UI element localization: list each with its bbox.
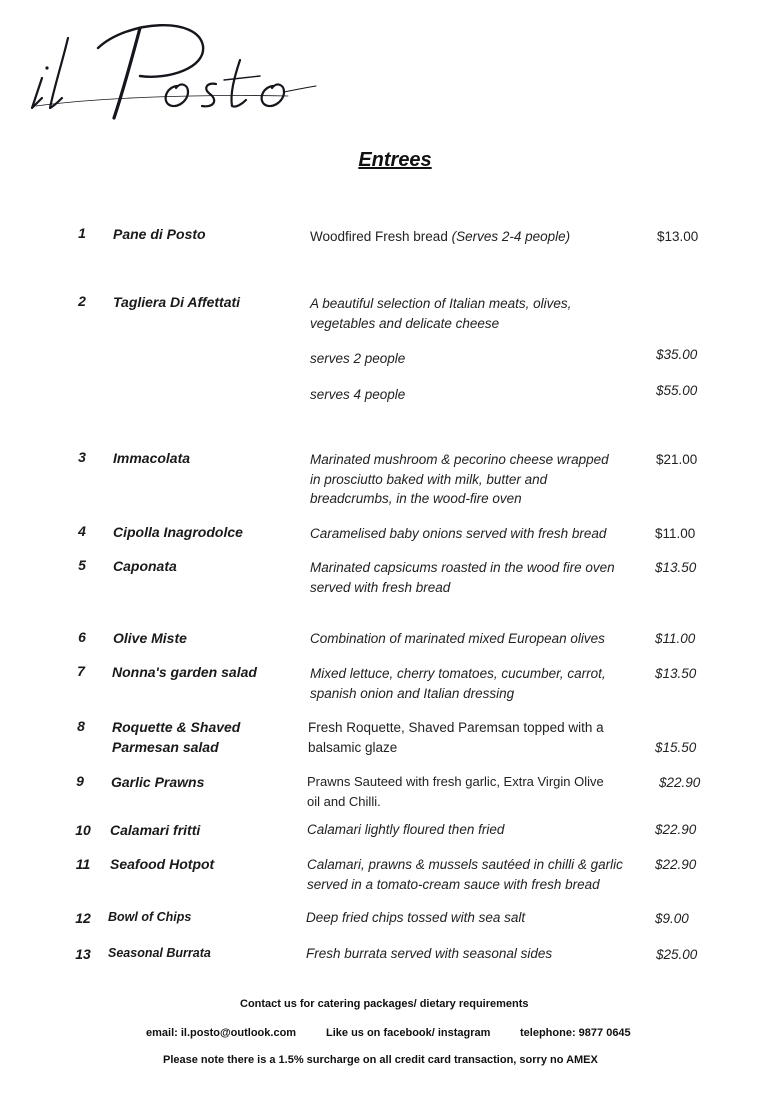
item-number: 10 [75, 822, 91, 838]
item-price: $13.00 [657, 229, 699, 244]
item-description: Mixed lettuce, cherry tomatoes, cucumber, carrot, spanish onion and Italian dressing [310, 666, 606, 701]
logo-script-drawing [28, 18, 318, 133]
item-number: 3 [78, 449, 86, 465]
item-description-note: (Serves 2-4 people) [451, 229, 571, 244]
item-name: Calamari fritti [110, 822, 201, 838]
item-name: Roquette & Shaved Parmesan salad [112, 719, 241, 755]
item-number: 12 [75, 910, 91, 926]
surcharge-note: Please note there is a 1.5% surcharge on all credit card transaction, sorry no AMEX [163, 1054, 598, 1066]
item-price: $22.90 [655, 822, 697, 837]
item-price: $22.90 [655, 857, 697, 872]
item-description [310, 227, 570, 247]
item-description-text: Woodfired Fresh bread [310, 229, 452, 244]
item-number: 6 [78, 629, 86, 645]
item-description: Marinated mushroom & pecorino cheese wrapped in prosciutto baked with milk, butter and breadcrumbs, in the wood-fire oven [310, 452, 609, 506]
item-description: A beautiful selection of Italian meats, olives, vegetables and delicate cheese [310, 296, 572, 331]
item-name: Garlic Prawns [111, 774, 205, 790]
page-title: Entrees [358, 149, 432, 171]
item-name: Olive Miste [113, 630, 187, 646]
option-price: $55.00 [656, 383, 698, 398]
item-name: Seasonal Burrata [108, 946, 211, 960]
item-name: Tagliera Di Affettati [113, 294, 241, 310]
item-price: $9.00 [655, 911, 689, 926]
item-name: Cipolla Inagrodolce [113, 524, 243, 540]
item-price: $13.50 [655, 560, 697, 575]
item-description: Fresh burrata served with seasonal sides [306, 946, 553, 961]
item-description: Calamari, prawns & mussels sautéed in chilli & garlic served in a tomato-cream sauce with fresh bread [307, 857, 623, 892]
item-description: Combination of marinated mixed European olives [310, 631, 605, 646]
item-price: $13.50 [655, 666, 697, 681]
item-number: 4 [78, 523, 86, 539]
item-number: 9 [76, 773, 84, 789]
item-description: Calamari lightly floured then fried [307, 822, 505, 837]
item-price: $25.00 [656, 947, 698, 962]
item-name: Nonna's garden salad [112, 664, 257, 680]
contact-email: email: il.posto@outlook.com [146, 1027, 297, 1039]
item-name: Pane di Posto [113, 226, 206, 242]
item-number: 5 [78, 557, 86, 573]
catering-note: Contact us for catering packages/ dietary requirements [240, 998, 529, 1010]
social-note: Like us on facebook/ instagram [326, 1027, 491, 1039]
item-description: Prawns Sauteed with fresh garlic, Extra Virgin Olive oil and Chilli. [307, 774, 604, 809]
item-number: 8 [77, 718, 85, 734]
item-number: 13 [75, 946, 91, 962]
item-number: 1 [78, 225, 86, 241]
item-price: $22.90 [659, 775, 701, 790]
item-name: Immacolata [113, 450, 191, 466]
option-label: serves 2 people [310, 351, 406, 366]
item-name: Bowl of Chips [108, 910, 192, 924]
item-number: 2 [78, 293, 86, 309]
item-price: $21.00 [656, 452, 698, 467]
item-description: Marinated capsicums roasted in the wood fire oven served with fresh bread [310, 560, 615, 595]
item-price: $11.00 [655, 631, 696, 646]
il-posto-logo [28, 18, 318, 133]
item-description: Caramelised baby onions served with fresh bread [310, 526, 607, 541]
item-description: Deep fried chips tossed with sea salt [306, 910, 526, 925]
item-name: Caponata [113, 558, 177, 574]
option-label: serves 4 people [310, 387, 406, 402]
item-price: $11.00 [655, 526, 696, 541]
item-description: Fresh Roquette, Shaved Paremsan topped with a balsamic glaze [308, 720, 604, 755]
contact-telephone: telephone: 9877 0645 [520, 1027, 631, 1039]
item-number: 7 [77, 663, 85, 679]
item-number: 11 [75, 856, 91, 872]
option-price: $35.00 [656, 347, 698, 362]
item-price: $15.50 [655, 740, 697, 755]
item-name: Seafood Hotpot [110, 856, 215, 872]
